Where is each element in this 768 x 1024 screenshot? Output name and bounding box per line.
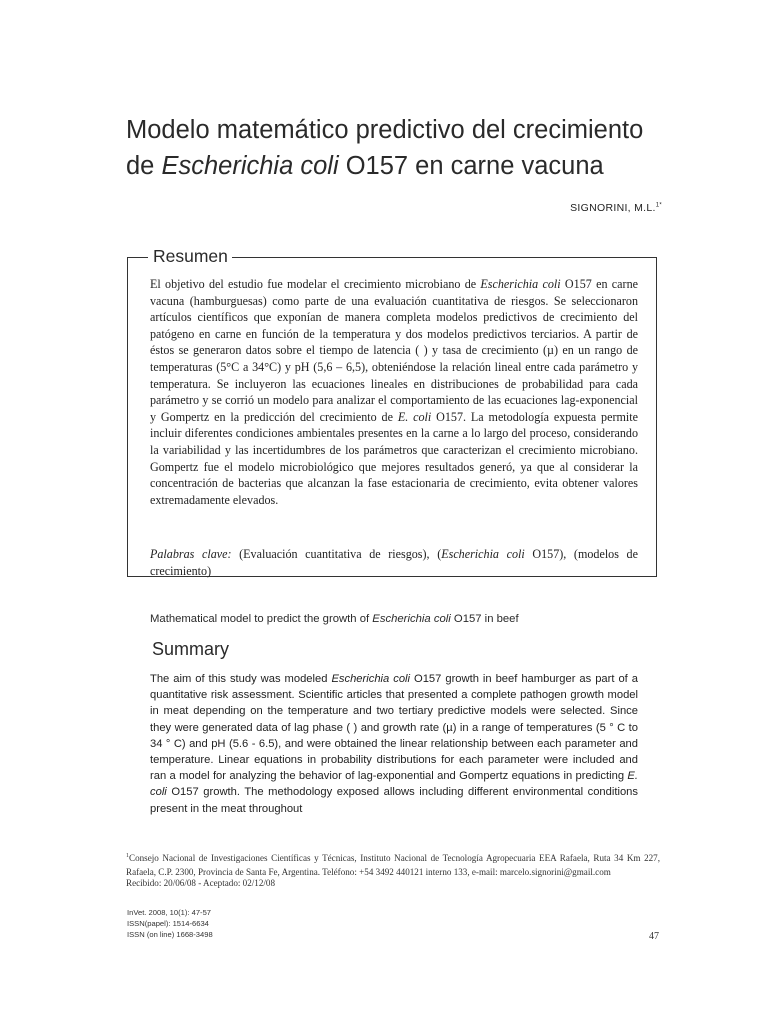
received-dates: Recibido: 20/06/08 - Aceptado: 02/12/08 [126,878,276,888]
title-species: Escherichia coli [161,152,339,180]
keywords [150,546,638,579]
abstract-species: E. coli [397,409,432,424]
summary-text [150,671,638,816]
summary-species: E. coli [150,770,638,799]
article-title [126,112,686,184]
abstract-text [150,276,638,508]
english-title-species: Escherichia coli [372,613,451,625]
title-line-1: Modelo matemático predictivo del crecimiento [126,116,644,144]
english-title [150,613,519,625]
title-prefix: de [126,152,162,180]
citation-issn-online: ISSN (on line) 1668-3498 [127,930,213,939]
summary-heading: Summary [152,639,230,659]
english-title-prefix: Mathematical model to predict the growth of [150,613,373,625]
title-suffix: O157 en carne vacuna [338,152,604,180]
author-name: SIGNORINI, M.L. [570,202,656,214]
keywords-label: Palabras clave: [150,547,232,561]
abstract-heading: Resumen [148,245,232,267]
citation-journal: InVet. 2008, 10(1): 47-57 [127,908,212,917]
summary-species: Escherichia coli [331,673,411,685]
keywords-segment: ), (modelos de crecimiento) [150,547,638,578]
author-affiliation-mark: 1* [655,202,662,209]
footnote-text: Consejo Nacional de Investigaciones Científicas y Técnicas, Instituto Nacional de Tecnología Agropecuaria EEA Rafaela, Ruta 34 Km 227, Rafaela, C.P. 2300, Provincia de Santa Fe, Argentina. Teléfono: +54 3492 440121 interno 133, e-mail: marcelo.signorini@gmail.com [126,853,660,878]
summary-segment: The aim of this study was modeled [150,673,332,685]
summary-segment: O157 growth in beef hamburger as part of a quantitative risk assessment. Scientific articles that presented a complete pathogen growth model in meat depending on the temperature and two tertiary predictive models were selected. Since they were generated data of lag phase ( ) and growth rate (µ) in a range of temperatures (5 ° C to 34 ° C) and pH (5.6 - 6.5), and were obtained the linear relationship between each parameter and temperature. Linear equations in probability distributions for each parameter were included and ran a model for analyzing the behavior of lag-exponential and Gompertz equations in predicting [150,673,638,783]
keywords-species: Escherichia coli [441,547,525,561]
footnote-mark: 1 [126,853,129,859]
keywords-segment: O157 [524,547,560,561]
author-line [570,202,662,214]
abstract-segment: O157 en carne vacuna (hamburguesas) como parte de una evaluación cuantitativa de riesgos. Se seleccionaron artículos científicos que exponían de manera completa modelos predictivos de crecimiento del patógeno en carne en función de la temperatura y dos modelos predictivos terciarios. A partir de éstos se generaron datos sobre el tiempo de latencia ( ) y tasa de crecimiento (µ) en un rango de temperaturas (5°C a 34°C) y pH (5,6 – 6,5), obteniéndose la relación lineal entre cada parámetro y temperatura. Se incluyeron las ecuaciones lineales en distribuciones de probabilidad para cada parámetro y se corrió un modelo para analizar el comportamiento de las ecuaciones lag-exponencial y Gompertz en la predicción del crecimiento de [150,277,638,424]
citation-issn-print: ISSN(papel): 1514-6634 [127,919,209,928]
abstract-segment: O157. La metodología expuesta permite incluir diferentes condiciones ambientales presentes en la carne a lo largo del proceso, considerando la variabilidad y las incertidumbres de los parámetros que caracterizan el crecimiento microbiano. Gompertz fue el modelo microbiológico que mejores resultados generó, ya que al considerar la concentración de bacterias que alcanzan la fase estacionaria de crecimiento, evita obtener valores extremadamente elevados. [150,409,638,507]
affiliation-footnote [126,849,660,880]
english-title-suffix: O157 in beef [450,613,519,625]
summary-segment: O157 growth. The methodology exposed allows including different environmental conditions present in the meat throughout [150,786,638,815]
journal-citation [127,907,213,940]
page-number: 47 [649,931,659,942]
abstract-species: Escherichia coli [480,277,561,291]
abstract-segment: El objetivo del estudio fue modelar el crecimiento microbiano de [150,277,481,291]
keywords-segment: (Evaluación cuantitativa de riesgos), ( [231,547,442,561]
